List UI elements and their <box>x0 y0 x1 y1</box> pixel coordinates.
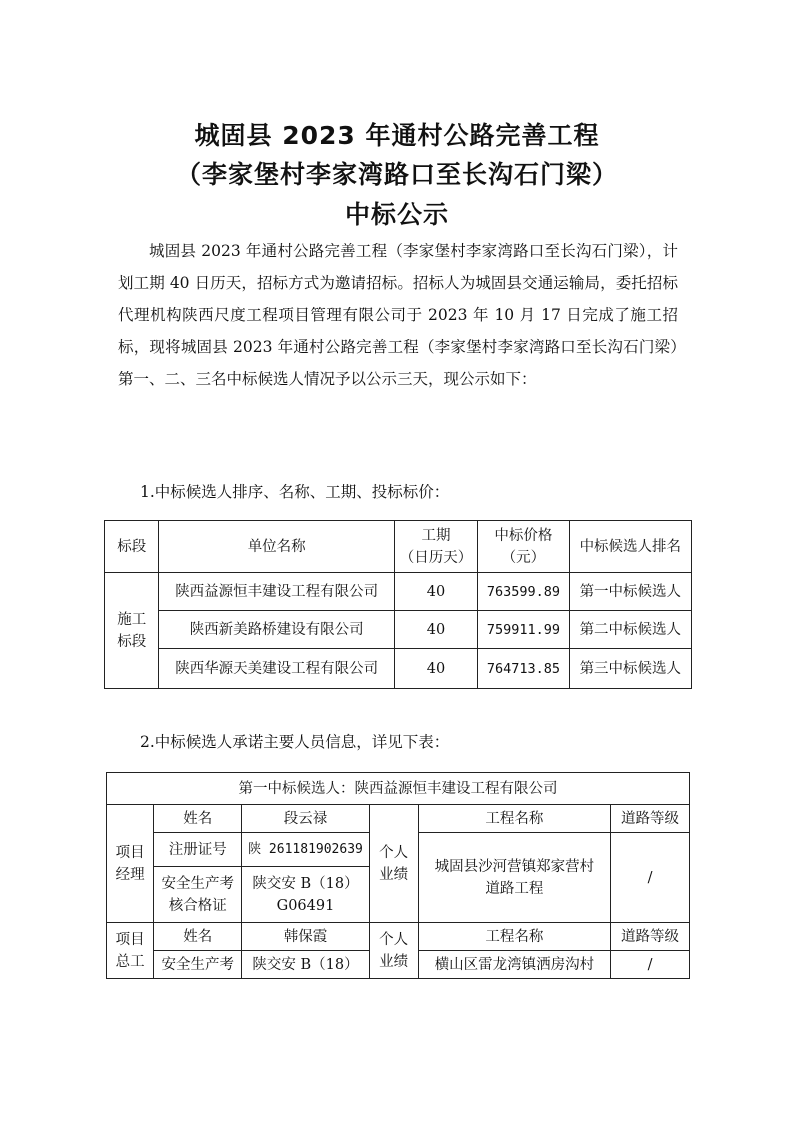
rank-cell: 第三中标候选人 <box>569 649 691 689</box>
te-safety-label: 安全生产考 <box>154 951 242 979</box>
te-grade-value: / <box>611 951 690 979</box>
table-row <box>105 611 692 649</box>
table-row <box>105 649 692 689</box>
pm-role-line1: 项目 <box>115 844 145 861</box>
te-perf-cell <box>369 923 418 979</box>
pm-safety-value-line2: G06491 <box>276 897 335 914</box>
intro-text: 城固县 2023 年通村公路完善工程（李家堡村李家湾路口至长沟石门梁），计划工期 40 日历天，招标方式为邀请招标。招标人为城固县交通运输局，委托招标代理机构陕西尺度工程项目管理有限公司于 2023 年 10 月 17 日完成了施工招标，现将城固县 2023 年通村公路完善工程（李家堡村李家湾路口至长沟石门梁）第一、二、三名中标候选人情况予以公示三天，现公示如下： <box>118 242 678 388</box>
price-cell: 764713.85 <box>478 649 569 689</box>
pm-role-line2: 经理 <box>115 866 145 883</box>
section-2-heading: 2.中标候选人承诺主要人员信息，详见下表： <box>140 733 450 751</box>
header-period <box>394 521 477 573</box>
pm-name-value: 段云禄 <box>242 805 369 833</box>
table-row <box>107 805 690 833</box>
segment-line1: 施工 <box>117 611 147 628</box>
period-cell: 40 <box>394 573 477 611</box>
pm-grade-value: / <box>611 833 690 923</box>
company-cell: 陕西益源恒丰建设工程有限公司 <box>159 573 394 611</box>
period-cell: 40 <box>394 611 477 649</box>
te-project-header: 工程名称 <box>418 923 610 951</box>
pm-project-header: 工程名称 <box>418 805 610 833</box>
pm-reg-value: 陕 261181902639 <box>242 833 369 867</box>
rank-cell: 第一中标候选人 <box>569 573 691 611</box>
pm-safety-label <box>154 867 242 923</box>
table-row <box>107 923 690 951</box>
pm-perf-cell <box>369 805 418 923</box>
segment-line2: 标段 <box>117 633 147 650</box>
header-period-line1: 工期 <box>421 527 451 544</box>
company-cell: 陕西新美路桥建设有限公司 <box>159 611 394 649</box>
te-grade-header: 道路等级 <box>611 923 690 951</box>
pm-name-label: 姓名 <box>154 805 242 833</box>
header-price-line2: （元） <box>501 549 546 566</box>
header-segment: 标段 <box>105 521 159 573</box>
te-role-line1: 项目 <box>115 931 145 948</box>
price-cell: 763599.89 <box>478 573 569 611</box>
pm-role-cell <box>107 805 154 923</box>
te-perf-line2: 业绩 <box>379 953 409 970</box>
table-header-row <box>105 521 692 573</box>
price-cell: 759911.99 <box>478 611 569 649</box>
pm-project-line1: 城固县沙河营镇郑家营村 <box>434 858 595 875</box>
caption-row <box>107 773 690 805</box>
te-safety-value: 陕交安 B（18） <box>242 951 369 979</box>
pm-safety-label-line2: 核合格证 <box>168 897 227 914</box>
te-role-cell <box>107 923 154 979</box>
te-project-value: 横山区雷龙湾镇洒房沟村 <box>418 951 610 979</box>
header-price-line1: 中标价格 <box>494 527 553 544</box>
section-1-heading: 1.中标候选人排序、名称、工期、投标标价： <box>140 483 450 501</box>
te-name-label: 姓名 <box>154 923 242 951</box>
pm-safety-value-line1: 陕交安 B（18） <box>252 875 359 892</box>
pm-reg-label: 注册证号 <box>154 833 242 867</box>
title-line-1: 城固县 2023 年通村公路完善工程 <box>194 121 600 150</box>
title-line-3: 中标公示 <box>344 200 449 229</box>
company-cell: 陕西华源天美建设工程有限公司 <box>159 649 394 689</box>
te-role-line2: 总工 <box>115 953 145 970</box>
header-period-line2: （日历天） <box>399 549 473 566</box>
pm-safety-value <box>242 867 369 923</box>
personnel-table <box>106 772 690 979</box>
pm-grade-header: 道路等级 <box>611 805 690 833</box>
pm-project-value <box>418 833 610 923</box>
pm-project-line2: 道路工程 <box>485 880 544 897</box>
candidates-table <box>104 520 692 689</box>
pm-perf-line1: 个人 <box>379 844 409 861</box>
intro-paragraph <box>118 235 678 395</box>
pm-perf-line2: 业绩 <box>379 866 409 883</box>
te-perf-line1: 个人 <box>379 931 409 948</box>
pm-safety-label-line1: 安全生产考 <box>161 875 235 892</box>
segment-cell <box>105 573 159 689</box>
rank-cell: 第二中标候选人 <box>569 611 691 649</box>
te-name-value: 韩保霞 <box>242 923 369 951</box>
table-caption: 第一中标候选人：陕西益源恒丰建设工程有限公司 <box>107 773 690 805</box>
header-company: 单位名称 <box>159 521 394 573</box>
title-line-2: （李家堡村李家湾路口至长沟石门梁） <box>175 160 618 189</box>
table-row <box>105 573 692 611</box>
header-rank: 中标候选人排名 <box>569 521 691 573</box>
period-cell: 40 <box>394 649 477 689</box>
header-price <box>478 521 569 573</box>
